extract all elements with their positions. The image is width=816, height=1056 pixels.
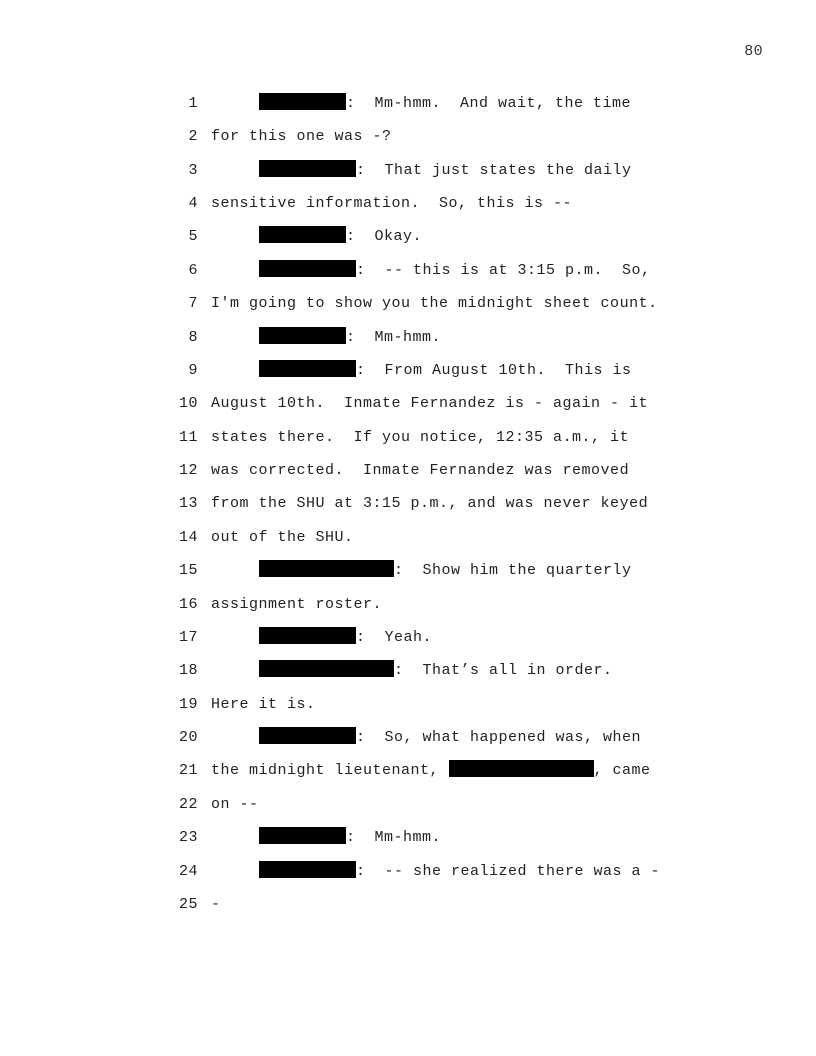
- line-text: [211, 421, 629, 454]
- line-number: 21: [178, 762, 198, 780]
- line-text: [211, 888, 221, 921]
- line-text: [211, 354, 632, 387]
- speaker-redaction: [259, 627, 356, 644]
- line-number: 6: [188, 261, 198, 279]
- line-text-content: : Mm-hmm. And wait, the time: [346, 95, 632, 112]
- line-text: [211, 287, 658, 320]
- line-text: [211, 588, 382, 621]
- speaker-redaction: [259, 727, 356, 744]
- line-number: 24: [178, 862, 198, 880]
- line-text-content: sensitive information. So, this is --: [211, 195, 573, 213]
- line-text-content: states there. If you notice, 12:35 a.m., it: [211, 428, 630, 446]
- line-text-content: for this one was -?: [211, 128, 392, 146]
- line-text-content: : -- she realized there was a -: [356, 862, 661, 880]
- line-text: [211, 754, 651, 787]
- line-text-content: on --: [211, 795, 259, 813]
- line-text: [211, 87, 631, 120]
- speaker-redaction: [259, 93, 346, 110]
- name-redaction: [449, 760, 594, 777]
- line-text: [211, 521, 354, 554]
- line-text-content: out of the SHU.: [211, 528, 354, 546]
- line-text: [211, 855, 660, 888]
- line-text-content: was corrected. Inmate Fernandez was removed: [211, 462, 630, 480]
- line-text-content: : Okay.: [346, 228, 423, 246]
- line-number: 9: [188, 361, 198, 379]
- line-text-content: : That’s all in order.: [394, 662, 613, 680]
- line-number: 19: [178, 695, 198, 713]
- line-text: [211, 120, 392, 153]
- speaker-redaction: [259, 360, 356, 377]
- line-text: [211, 554, 632, 587]
- line-number: 3: [188, 161, 198, 179]
- speaker-redaction: [259, 226, 346, 243]
- line-text-content: Here it is.: [211, 695, 316, 713]
- line-number: 5: [188, 228, 198, 246]
- line-text-content: : From August 10th. This is: [356, 361, 632, 379]
- line-text: [211, 788, 259, 821]
- line-text: [211, 454, 629, 487]
- line-number: 4: [188, 195, 198, 213]
- line-text: [211, 487, 648, 520]
- line-text: [211, 387, 648, 420]
- line-text-content: August 10th. Inmate Fernandez is - again - it: [211, 395, 649, 413]
- line-text: [211, 154, 632, 187]
- line-text: [211, 721, 641, 754]
- line-text-content: the midnight lieutenant,: [211, 762, 449, 780]
- line-text-content: : Mm-hmm.: [346, 328, 442, 346]
- line-text-content: assignment roster.: [211, 595, 383, 613]
- speaker-redaction: [259, 327, 346, 344]
- speaker-redaction: [259, 660, 394, 677]
- line-text-content: , came: [593, 762, 651, 780]
- line-number: 14: [178, 528, 198, 546]
- line-number: 11: [178, 428, 198, 446]
- line-text-content: : That just states the daily: [356, 161, 632, 179]
- line-text-content: from the SHU at 3:15 p.m., and was never keyed: [211, 495, 649, 513]
- line-text: [211, 621, 432, 654]
- line-number: 2: [188, 128, 198, 146]
- line-text: [211, 821, 441, 854]
- line-text-content: : Show him the quarterly: [394, 562, 632, 580]
- line-number: 25: [178, 895, 198, 913]
- line-text: [211, 187, 572, 220]
- speaker-redaction: [259, 827, 346, 844]
- line-number: 16: [178, 595, 198, 613]
- line-text-content: : So, what happened was, when: [356, 729, 642, 747]
- line-text: [211, 321, 441, 354]
- line-text-content: : -- this is at 3:15 p.m. So,: [356, 261, 651, 279]
- line-text-content: I'm going to show you the midnight sheet count.: [211, 295, 658, 313]
- line-text-content: : Yeah.: [356, 628, 433, 646]
- line-number: 15: [178, 562, 198, 580]
- line-number: 1: [188, 95, 198, 112]
- line-number: 17: [178, 628, 198, 646]
- line-number: 12: [178, 462, 198, 480]
- line-number: 8: [188, 328, 198, 346]
- line-number: 10: [178, 395, 198, 413]
- speaker-redaction: [259, 260, 356, 277]
- speaker-redaction: [259, 160, 356, 177]
- line-number: 18: [178, 662, 198, 680]
- line-text: [211, 688, 316, 721]
- line-number: 13: [178, 495, 198, 513]
- line-number: 23: [178, 829, 198, 847]
- page-number: 80: [744, 43, 763, 60]
- line-text: [211, 654, 613, 687]
- line-text: [211, 254, 651, 287]
- line-text-content: : Mm-hmm.: [346, 829, 442, 847]
- line-number: 7: [188, 295, 198, 313]
- speaker-redaction: [259, 560, 394, 577]
- speaker-redaction: [259, 861, 356, 878]
- line-number: 20: [178, 729, 198, 747]
- line-number: 22: [178, 795, 198, 813]
- line-text-content: -: [211, 895, 221, 913]
- line-text: [211, 220, 422, 253]
